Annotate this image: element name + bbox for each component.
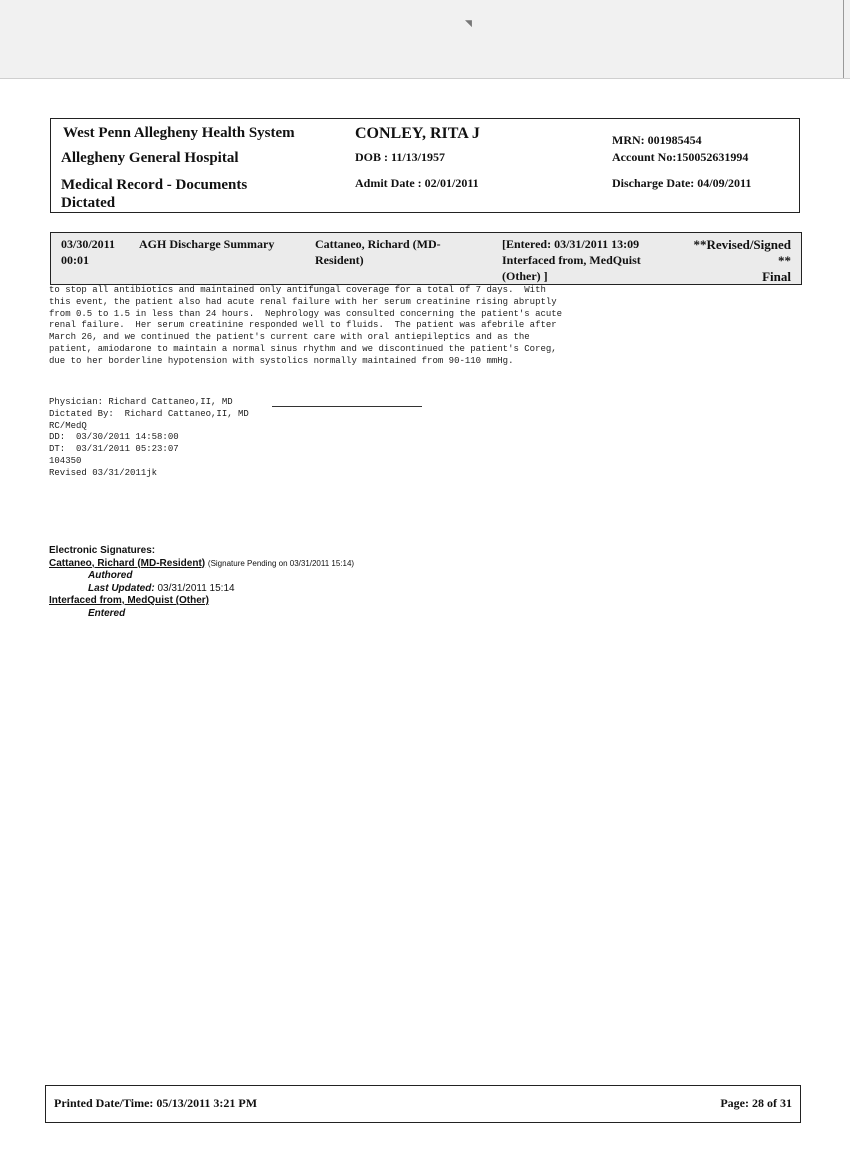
entry-date: 03/30/2011 00:01 bbox=[61, 237, 116, 267]
record-type: Medical Record - Documents Dictated bbox=[61, 177, 248, 211]
scan-top-band bbox=[0, 0, 850, 79]
authored-label: Authored bbox=[88, 570, 133, 581]
electronic-signatures bbox=[49, 545, 354, 620]
hospital-name: Allegheny General Hospital bbox=[61, 150, 239, 166]
entry-entered-info: [Entered: 03/31/2011 13:09 Interfaced from, MedQuist (Other) ] bbox=[502, 237, 641, 283]
status-line-2: ** bbox=[778, 253, 791, 268]
interfaced-source: Interfaced from, MedQuist (Other) bbox=[49, 595, 210, 606]
mrn: MRN: 001985454 bbox=[612, 133, 702, 147]
status-line-1: **Revised/Signed bbox=[693, 237, 791, 252]
dictation-details: Physician: Richard Cattaneo,II, MD Dictated By: Richard Cattaneo,II, MD RC/MedQ DD: 03/30/2011 14:58:00 DT: 03/31/2011 05:23:07 104350 Revised 03/31/2011jk bbox=[49, 397, 249, 478]
status-line-3: Final bbox=[762, 269, 791, 284]
signer-name: Cattaneo, Richard (MD-Resident) bbox=[49, 557, 206, 569]
scan-mark: ◥ bbox=[465, 18, 472, 28]
health-system-name: West Penn Allegheny Health System bbox=[63, 125, 295, 141]
admit-date: Admit Date : 02/01/2011 bbox=[355, 176, 479, 190]
printed-date-time: Printed Date/Time: 05/13/2011 3:21 PM bbox=[54, 1096, 258, 1110]
discharge-date: Discharge Date: 04/09/2011 bbox=[612, 176, 752, 190]
entry-author: Cattaneo, Richard (MD-Resident) bbox=[315, 237, 441, 267]
patient-name: CONLEY, RITA J bbox=[355, 125, 480, 142]
page-number: Page: 28 of 31 bbox=[720, 1096, 792, 1110]
signature-pending-note: (Signature Pending on 03/31/2011 15:14) bbox=[207, 558, 355, 568]
signatures-heading: Electronic Signatures: bbox=[49, 545, 156, 556]
account-number: Account No:150052631994 bbox=[612, 150, 749, 164]
document-entry-header bbox=[50, 232, 802, 285]
entered-label: Entered bbox=[88, 607, 126, 619]
patient-dob: DOB : 11/13/1957 bbox=[355, 150, 446, 164]
entry-status bbox=[681, 237, 791, 285]
scan-edge-line bbox=[843, 0, 844, 78]
last-updated-value: 03/31/2011 15:14 bbox=[157, 582, 235, 594]
entry-doc-type: AGH Discharge Summary bbox=[139, 237, 275, 251]
discharge-summary-text: to stop all antibiotics and maintained only antifungal coverage for a total of 7 days. With this event, the patient also had acute renal failure with her serum creatinine rising abruptly from 0.5 to 1.5 in less than 24 hours. Nephrology was consulted concerning the patient's acute renal failure. Her serum creatinine responded well to fluids. The patient was afebrile after March 26, and we continued the patient's current care with oral antiepileptics and as the patient, amiodarone to maintain a normal sinus rhythm and we discontinued the patient's Coreg, due to her borderline hypotension with systolics normally maintained from 90-110 mmHg. bbox=[49, 285, 563, 366]
page-footer bbox=[45, 1085, 801, 1123]
physician-signature-line bbox=[272, 406, 422, 407]
patient-header bbox=[50, 118, 800, 213]
last-updated-label: Last Updated: bbox=[88, 582, 155, 594]
